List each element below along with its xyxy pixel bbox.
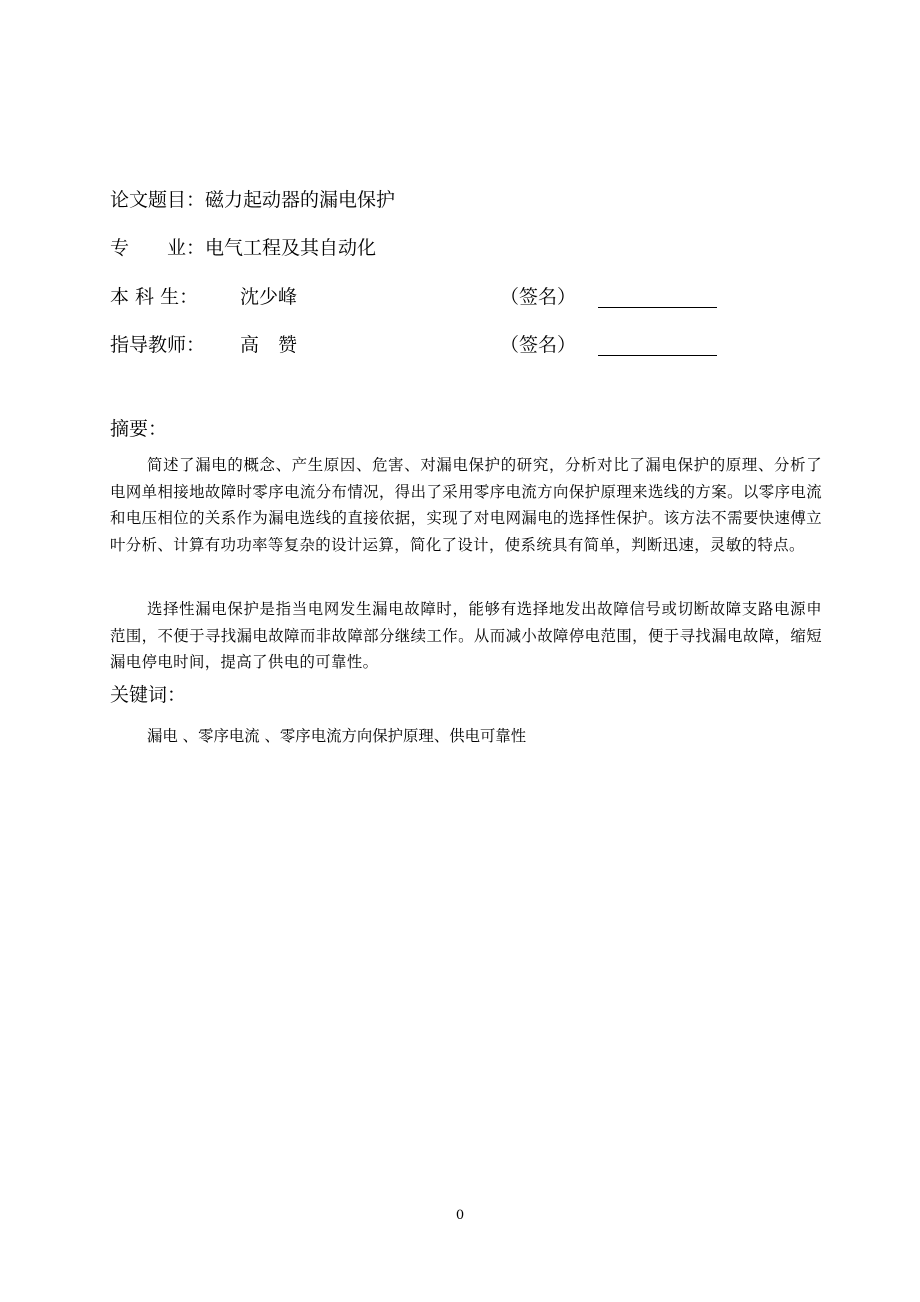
major-label: 专 业： <box>110 237 206 259</box>
thesis-title-label: 论文题目： <box>110 189 206 211</box>
thesis-title-value: 磁力起动器的漏电保护 <box>205 189 396 211</box>
student-name: 沈少峰 <box>240 286 298 308</box>
keywords-heading: 关键词： <box>110 684 187 706</box>
abstract-heading: 摘要： <box>110 418 168 440</box>
abstract-paragraph-1: 简述了漏电的概念、产生原因、危害、对漏电保护的研究，分析对比了漏电保护的原理、分析了电网单相接地故障时零序电流分布情况，得出了采用零序电流方向保护原理来选线的方案。以零序电流和电压相位的关系作为漏电选线的直接依据，实现了对电网漏电的选择性保护。该方法不需要快速傅立叶分析、计算有功功率等复杂的设计运算，简化了设计，使系统具有简单，判断迅速，灵敏的特点。 <box>110 456 822 554</box>
abstract-paragraph-2: 选择性漏电保护是指当电网发生漏电故障时，能够有选择地发出故障信号或切断故障支路电源申范围，不便于寻找漏电故障而非故障部分继续工作。从而减小故障停电范围，便于寻找漏电故障，缩短漏电停电时间，提高了供电的可靠性。 <box>110 600 822 671</box>
student-signature-line <box>598 307 717 308</box>
major-value: 电气工程及其自动化 <box>205 237 377 259</box>
advisor-name: 高 赞 <box>240 334 298 356</box>
keywords-list: 漏电 、零序电流 、零序电流方向保护原理、供电可靠性 <box>147 727 527 745</box>
advisor-label: 指导教师： <box>110 334 206 356</box>
advisor-signature-label: （签名） <box>500 334 577 356</box>
student-label: 本 科 生： <box>110 286 199 308</box>
advisor-signature-line <box>598 355 717 356</box>
page-number: 0 <box>455 1208 465 1223</box>
student-signature-label: （签名） <box>500 286 577 308</box>
